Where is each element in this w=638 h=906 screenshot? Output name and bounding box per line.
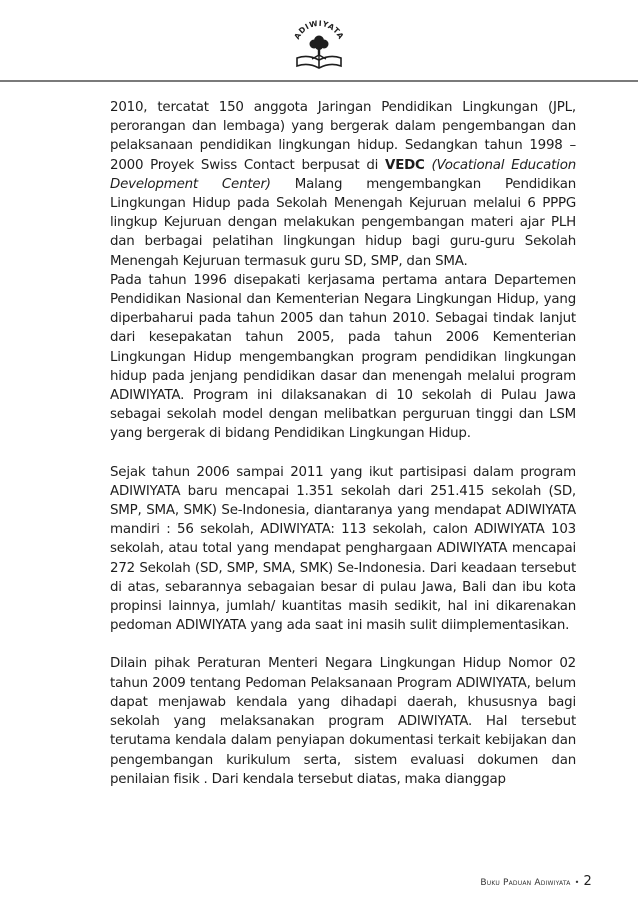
page-body — [110, 98, 576, 789]
tree-icon — [310, 36, 329, 61]
logo-text: ADIWIYATA — [292, 18, 346, 41]
page-number: 2 — [583, 874, 592, 889]
paragraph-2: Pada tahun 1996 disepakati kerjasama pertama antara Departemen Pendidikan Nasional dan Kementerian Negara Lingkungan Hidup, yang diperbaharui pada tahun 2005 dan tahun 2010. Sebagai tindak lanjut dari kesepakatan tahun 2005, pada tahun 2006 Kementerian Lingkungan Hidup mengembangkan program pendidikan lingkungan hidup pada jenjang pendidikan dasar dan menengah melalui program ADIWIYATA. Program ini dilaksanakan di 10 sekolah di Pulau Jawa sebagai sekolah model dengan melibatkan perguruan tinggi dan LSM yang bergerak di bidang Pendidikan Lingkungan Hidup. — [110, 272, 576, 442]
paragraph-3: Sejak tahun 2006 sampai 2011 yang ikut partisipasi dalam program ADIWIYATA baru mencapai 1.351 sekolah dari 251.415 sekolah (SD, SMP, SMA, SMK) Se-Indonesia, diantaranya yang mendapat ADIWIYATA mandiri : 56 sekolah, ADIWIYATA: 113 sekolah, calon ADIWIYATA 103 sekolah, atau total yang mendapat penghargaan ADIWIYATA mencapai 272 Sekolah (SD, SMP, SMA, SMK) Se-Indonesia. Dari keadaan tersebut di atas, sebarannya sebagaian besar di pulau Jawa, Bali dan ibu kota propinsi lainnya, jumlah/ kuantitas masih sedikit, hal ini dikarenakan pedoman ADIWIYATA yang ada saat ini masih sulit diimplementasikan. — [110, 464, 576, 634]
adiwiyata-logo — [290, 14, 348, 76]
header-rule — [0, 80, 638, 82]
vedc-full-name: (Vocational Education Development Center) — [110, 157, 576, 192]
vedc-acronym: VEDC — [385, 157, 425, 173]
paragraph-1: 2010, tercatat 150 anggota Jaringan Pendidikan Lingkungan (JPL, perorangan dan lembaga) yang bergerak dalam pengembangan dan pelaksanaan pendidikan lingkungan hidup. Sedangkan tahun 1998 – 2000 Proyek Swiss Contact berpusat di VEDC (Vocational Education Development Center) Malang mengembangkan Pendidikan Lingkungan Hidup pada Sekolah Menengah Kejuruan melalui 6 PPPG lingkup Kejuruan dengan melakukan pengembangan materi ajar PLH dan berbagai pelatihan lingkungan hidup bagi guru-guru Sekolah Menengah Kejuruan termasuk guru SD, SMP, dan SMA. — [110, 100, 576, 269]
footer-label: Buku Paduan Adiwiyata — [480, 878, 571, 888]
footer-separator: • — [574, 878, 580, 887]
paragraph-4: Dilain pihak Peraturan Menteri Negara Lingkungan Hidup Nomor 02 tahun 2009 tentang Pedoman Pelaksanaan Program ADIWIYATA, belum dapat menjawab kendala yang dihadapi daerah, khususnya bagi sekolah yang melaksanakan program ADIWIYATA. Hal tersebut terutama kendala dalam penyiapan dokumentasi terkait kebijakan dan pengembangan kurikulum serta, sistem evaluasi dokumen dan penilaian fisik . Dari kendala tersebut diatas, maka dianggap — [110, 656, 576, 787]
page-footer — [480, 874, 592, 889]
